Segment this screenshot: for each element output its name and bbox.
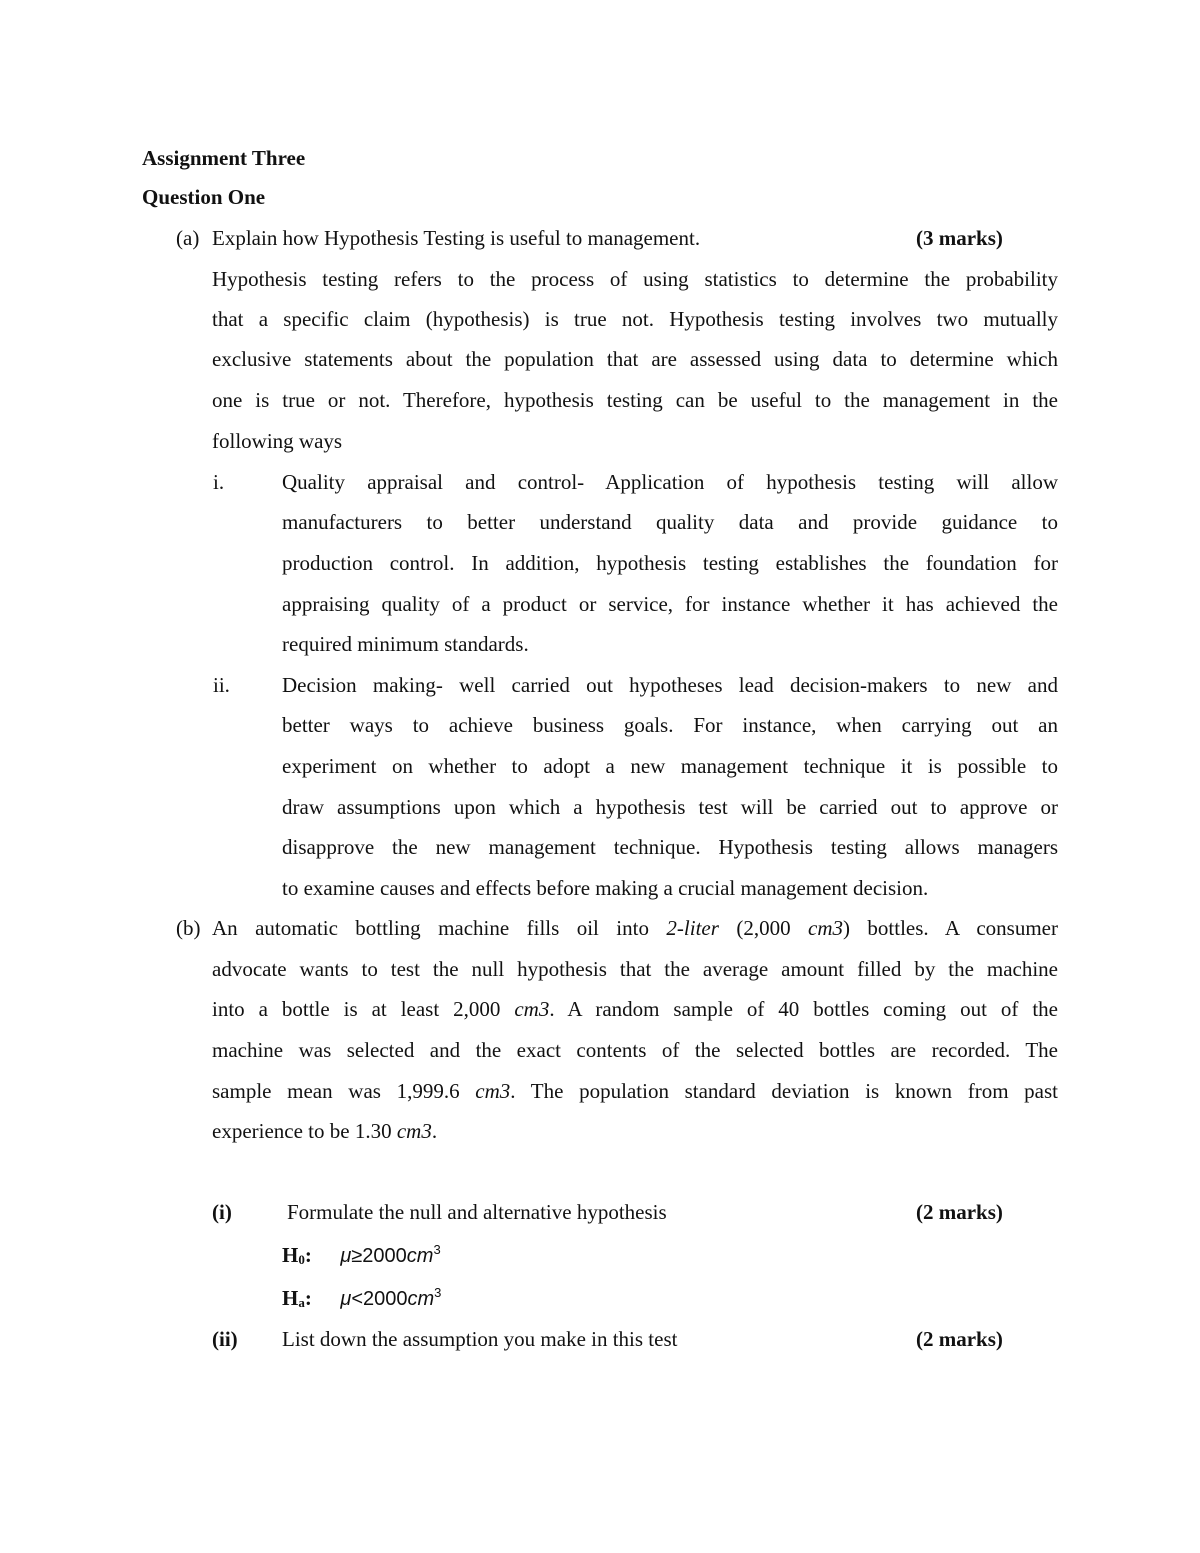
part-b-text: . A random sample of 40 bottles coming out of the: [549, 997, 1058, 1021]
ha-expression: <2000: [351, 1288, 408, 1310]
part-b-line: machine was selected and the exact contents of the selected bottles are recorded. The: [212, 1038, 1058, 1062]
h0-label: $H_0$:: [282, 1243, 312, 1267]
part-b-text: (2,000: [736, 916, 791, 940]
part-b-text: experience to be 1.30: [212, 1119, 392, 1143]
point-i-line: Quality appraisal and control- Application of hypothesis testing will allow: [282, 470, 1058, 494]
part-a-answer-line: Hypothesis testing refers to the process of using statistics to determine the probability: [212, 267, 1058, 291]
part-b-line: [212, 1119, 437, 1143]
point-ii-line: draw assumptions upon which a hypothesis test will be carried out to approve or: [282, 795, 1058, 819]
h0-exponent: 3: [433, 1242, 441, 1257]
part-a-marks: (3 marks): [916, 226, 1003, 250]
part-a-label: (a): [176, 226, 200, 250]
part-b-unit: cm3: [475, 1079, 511, 1103]
part-b-label: (b): [176, 916, 201, 940]
point-ii-numeral: ii.: [213, 673, 230, 697]
part-b-unit: cm3: [808, 916, 843, 940]
point-i-numeral: i.: [213, 470, 225, 494]
point-i-line: required minimum standards.: [282, 632, 529, 656]
point-ii-line: experiment on whether to adopt a new management technique it is possible to: [282, 754, 1058, 778]
part-b-text: into a bottle is at least 2,000: [212, 997, 501, 1021]
sub-ii-label: (ii): [212, 1327, 238, 1351]
sub-ii-marks: (2 marks): [916, 1327, 1003, 1351]
document-title: Assignment Three: [142, 146, 306, 170]
ha-label: $H_a$:: [282, 1286, 312, 1310]
question-heading: Question One: [142, 185, 266, 209]
sub-ii-prompt: List down the assumption you make in this test: [282, 1327, 678, 1351]
part-b-line: [212, 916, 1058, 940]
part-b-unit: cm3: [514, 997, 550, 1021]
h0-unit: cm: [406, 1245, 434, 1267]
point-i-line: appraising quality of a product or service, for instance whether it has achieved the: [282, 592, 1058, 616]
ha-mu: μ: [340, 1288, 352, 1310]
part-a-answer-line: that a specific claim (hypothesis) is true not. Hypothesis testing involves two mutually: [212, 307, 1058, 331]
part-a-answer-line: exclusive statements about the population that are assessed using data to determine which: [212, 347, 1058, 371]
part-b-text: . The population standard deviation is known from past: [510, 1079, 1059, 1103]
point-i-line: production control. In addition, hypothesis testing establishes the foundation for: [282, 551, 1058, 575]
sub-i-label: (i): [212, 1200, 232, 1224]
part-a-prompt: Explain how Hypothesis Testing is useful to management.: [212, 226, 701, 250]
part-b-line: [212, 1079, 1058, 1103]
part-b-text: sample mean was 1,999.6: [212, 1079, 460, 1103]
part-b-text: An automatic bottling machine fills oil into: [212, 916, 649, 940]
part-b-text: .: [431, 1119, 438, 1143]
h0-mu: μ: [340, 1245, 352, 1267]
alternative-hypothesis: [282, 1286, 441, 1311]
point-i-line: manufacturers to better understand quality data and provide guidance to: [282, 510, 1058, 534]
point-ii-line: better ways to achieve business goals. For instance, when carrying out an: [282, 713, 1058, 737]
part-b-line: [212, 997, 1058, 1021]
sub-i-prompt: Formulate the null and alternative hypothesis: [287, 1200, 667, 1224]
h0-expression: ≥2000: [351, 1245, 407, 1267]
null-hypothesis: [282, 1243, 441, 1268]
point-ii-line: Decision making- well carried out hypotheses lead decision-makers to new and: [282, 673, 1058, 697]
part-a-answer-line: following ways: [212, 429, 343, 453]
point-ii-line: to examine causes and effects before making a crucial management decision.: [282, 876, 929, 900]
part-b-text: 2-liter: [666, 916, 719, 940]
ha-unit: cm: [407, 1288, 435, 1310]
ha-exponent: 3: [434, 1285, 442, 1300]
part-b-text: ) bottles. A consumer: [843, 916, 1058, 940]
sub-i-marks: (2 marks): [916, 1200, 1003, 1224]
part-a-answer-line: one is true or not. Therefore, hypothesis testing can be useful to the management in the: [212, 388, 1058, 412]
point-ii-line: disapprove the new management technique. Hypothesis testing allows managers: [282, 835, 1058, 859]
part-b-unit: cm3: [396, 1119, 432, 1143]
part-b-line: advocate wants to test the null hypothesis that the average amount filled by the machine: [212, 957, 1058, 981]
